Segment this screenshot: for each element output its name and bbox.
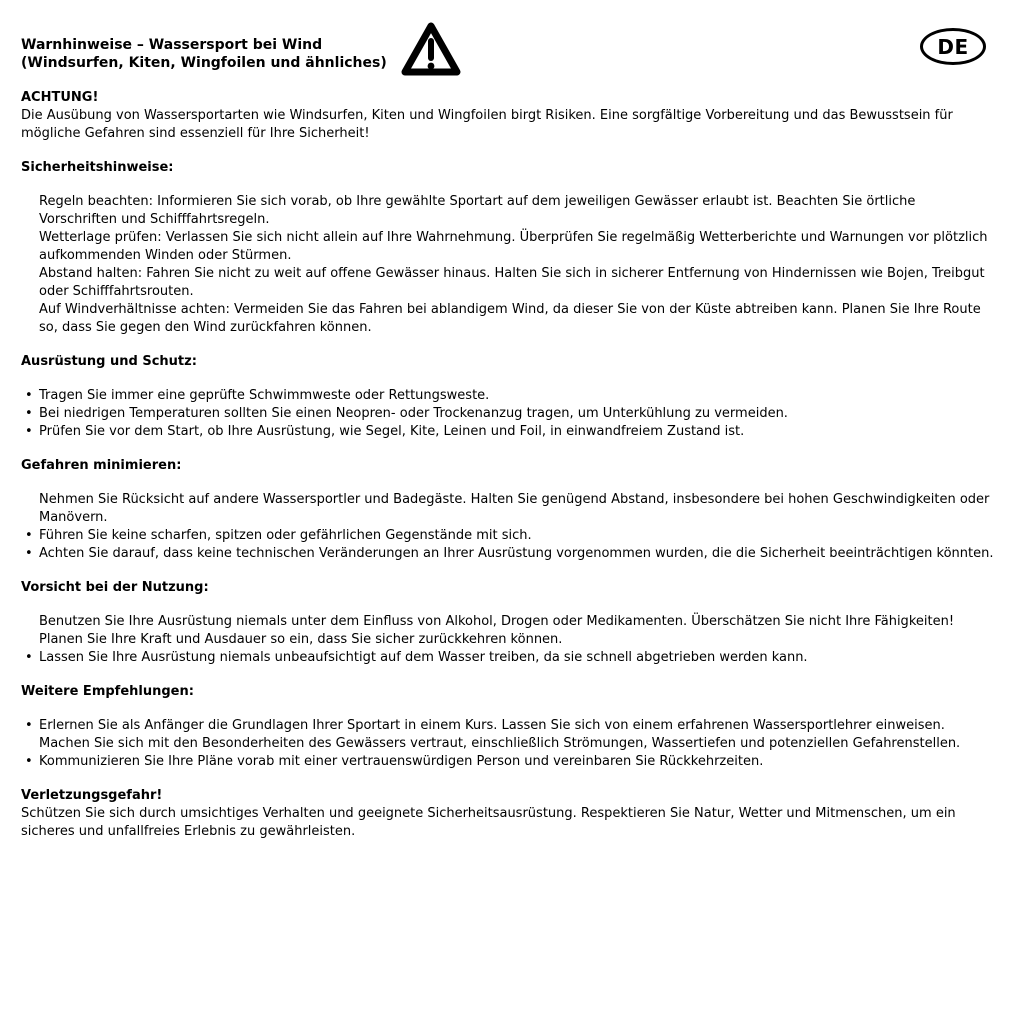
paragraph: Schützen Sie sich durch umsichtiges Verhalten und geeignete Sicherheitsausrüstung. Respektieren Sie Natur, Wetter und Mitmenschen, um ein sicheres und unfallfreies Erlebnis zu gewährleisten. [21,806,956,839]
document-title [21,36,994,72]
list-item: • Kommunizieren Sie Ihre Pläne vorab mit einer vertrauenswürdigen Person und vereinbaren Sie Rückkehrzeiten. [21,753,994,771]
section-gefahren-minimieren [21,457,994,563]
list-item: • Erlernen Sie als Anfänger die Grundlagen Ihrer Sportart in einem Kurs. Lassen Sie sich von einem erfahrenen Wassersportlehrer einweisen. [21,717,994,735]
language-badge-label: DE [937,34,969,59]
item-list [21,717,994,771]
section-heading: Sicherheitshinweise: [21,160,174,175]
section-heading: Gefahren minimieren: [21,458,182,473]
section-verletzungsgefahr [21,787,994,841]
list-item: Auf Windverhältnisse achten: Vermeiden Sie das Fahren bei ablandigem Wind, da dieser Sie von der Küste abtreiben kann. Planen Sie Ihre Route so, dass Sie gegen den Wind zurückfahren können. [39,302,981,335]
list-item: • Prüfen Sie vor dem Start, ob Ihre Ausrüstung, wie Segel, Kite, Leinen und Foil, in einwandfreiem Zustand ist. [21,423,994,441]
list-item: • Tragen Sie immer eine geprüfte Schwimmweste oder Rettungsweste. [21,387,994,405]
section-sicherheitshinweise [21,159,994,337]
item-list [21,491,994,563]
section-heading: Verletzungsgefahr! [21,788,163,803]
section-heading: Ausrüstung und Schutz: [21,354,197,369]
list-item: Wetterlage prüfen: Verlassen Sie sich nicht allein auf Ihre Wahrnehmung. Überprüfen Sie regelmäßig Wetterberichte und Warnungen vor plötzlich aufkommenden Winden oder Stürmen. [39,230,988,263]
section-weitere-empfehlungen [21,683,994,771]
list-item: • Achten Sie darauf, dass keine technischen Veränderungen an Ihrer Ausrüstung vorgenommen wurden, die die Sicherheit beeinträchtigen könnten. [21,545,994,563]
list-item: Machen Sie sich mit den Besonderheiten des Gewässers vertraut, einschließlich Strömungen, Wassertiefen und potenziellen Gefahrenstellen. [39,736,961,751]
language-badge [920,28,986,65]
title-line-1: Warnhinweise – Wassersport bei Wind [21,37,323,53]
section-vorsicht-bei-der-nutzung [21,579,994,667]
item-list [21,193,994,337]
list-item: • Bei niedrigen Temperaturen sollten Sie einen Neopren- oder Trockenanzug tragen, um Unterkühlung zu vermeiden. [21,405,994,423]
list-item: • Lassen Sie Ihre Ausrüstung niemals unbeaufsichtigt auf dem Wasser treiben, da sie schnell abgetrieben werden kann. [21,649,994,667]
item-list [21,613,994,667]
list-item: • Führen Sie keine scharfen, spitzen oder gefährlichen Gegenstände mit sich. [21,527,994,545]
section-ausruestung-und-schutz [21,353,994,441]
list-item: Abstand halten: Fahren Sie nicht zu weit auf offene Gewässer hinaus. Halten Sie sich in sicherer Entfernung von Hindernissen wie Bojen, Treibgut oder Schifffahrtsrouten. [39,266,985,299]
list-item: Regeln beachten: Informieren Sie sich vorab, ob Ihre gewählte Sportart auf dem jeweiligen Gewässer erlaubt ist. Beachten Sie örtliche Vorschriften und Schifffahrtsregeln. [39,194,916,227]
document-header [21,36,994,72]
list-item: Nehmen Sie Rücksicht auf andere Wassersportler und Badegäste. Halten Sie genügend Abstand, insbesondere bei hohen Geschwindigkeiten oder Manövern. [39,492,990,525]
warning-triangle-icon [400,20,462,78]
list-item: Benutzen Sie Ihre Ausrüstung niemals unter dem Einfluss von Alkohol, Drogen oder Medikamenten. Überschätzen Sie nicht Ihre Fähigkeiten! Planen Sie Ihre Kraft und Ausdauer so ein, dass Sie sicher zurückkehren können. [39,614,955,647]
item-list [21,387,994,441]
section-heading: ACHTUNG! [21,90,99,105]
paragraph: Die Ausübung von Wassersportarten wie Windsurfen, Kiten und Wingfoilen birgt Risiken. Eine sorgfältige Vorbereitung und das Bewusstsein für mögliche Gefahren sind essenziell für Ihre Sicherheit! [21,108,953,141]
section-heading: Vorsicht bei der Nutzung: [21,580,209,595]
title-line-2: (Windsurfen, Kiten, Wingfoilen und ähnliches) [21,55,387,71]
section-achtung [21,89,994,143]
section-heading: Weitere Empfehlungen: [21,684,194,699]
